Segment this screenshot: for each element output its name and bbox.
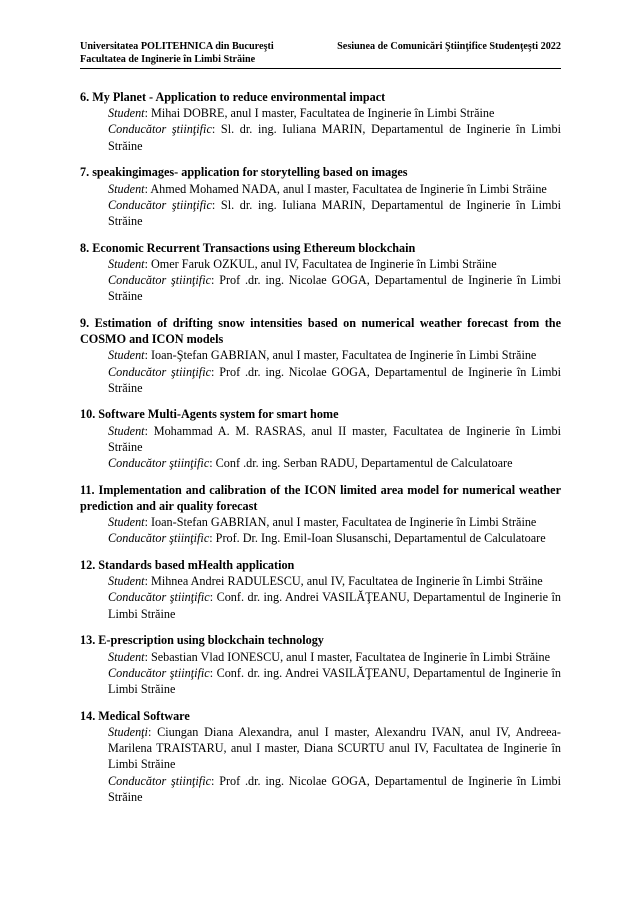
student-text: : Mihnea Andrei RADULESCU, anul IV, Facultatea de Inginerie în Limbi Străine: [144, 574, 543, 589]
advisor-text: : Prof .dr. ing. Nicolae GOGA, Departamentul de Inginerie în Limbi Străine: [108, 273, 561, 304]
advisor-text: : Prof .dr. ing. Nicolae GOGA, Departamentul de Inginerie în Limbi Străine: [108, 364, 561, 395]
list-item: [80, 406, 561, 471]
page-header: [80, 40, 561, 69]
advisor-label: Conducător ştiinţific: [108, 122, 212, 137]
entry-advisor: [80, 530, 561, 546]
advisor-text: : Conf .dr. ing. Serban RADU, Departamentul de Calculatoare: [209, 456, 513, 471]
list-item: [80, 708, 561, 805]
entry-advisor: [80, 197, 561, 229]
list-item: [80, 557, 561, 622]
list-item: [80, 164, 561, 229]
entry-student: [80, 573, 561, 589]
entry-title: 14. Medical Software: [80, 708, 190, 723]
entry-title: 7. speakingimages- application for storytelling based on images: [80, 165, 408, 180]
advisor-label: Conducător ştiinţific: [108, 197, 212, 212]
entry-title: 8. Economic Recurrent Transactions using Ethereum blockchain: [80, 240, 416, 255]
advisor-label: Conducător ştiinţific: [108, 590, 210, 605]
header-university: Universitatea POLITEHNICA din Bucureşti: [80, 41, 274, 52]
student-label: Student: [108, 106, 145, 121]
entry-advisor: [80, 665, 561, 697]
student-text: : Sebastian Vlad IONESCU, anul I master, Facultatea de Inginerie în Limbi Străine: [144, 649, 550, 664]
advisor-label: Conducător ştiinţific: [108, 665, 210, 680]
list-item: [80, 89, 561, 154]
advisor-label: Conducător ştiinţific: [108, 773, 211, 788]
entry-student: [80, 105, 561, 121]
advisor-text: : Prof. Dr. Ing. Emil-Ioan Slusanschi, Departamentul de Calculatoare: [209, 531, 546, 546]
student-label: Student: [108, 515, 145, 530]
advisor-label: Conducător ştiinţific: [108, 531, 210, 546]
student-text: : Ahmed Mohamed NADA, anul I master, Facultatea de Inginerie în Limbi Străine: [144, 181, 547, 196]
entry-student: [80, 724, 561, 773]
student-label: Student: [108, 348, 145, 363]
advisor-text: : Conf. dr. ing. Andrei VASILĂŢEANU, Departamentul de Inginerie în Limbi Străine: [108, 665, 561, 696]
student-text: : Mihai DOBRE, anul I master, Facultatea de Inginerie în Limbi Străine: [144, 106, 495, 121]
entry-student: [80, 347, 561, 363]
entry-title: 9. Estimation of drifting snow intensities based on numerical weather forecast from the COSMO and ICON models: [80, 315, 561, 347]
entry-advisor: [80, 121, 561, 153]
list-item: [80, 632, 561, 697]
header-faculty: Facultatea de Inginerie în Limbi Străine: [80, 54, 256, 65]
entry-advisor: [80, 773, 561, 805]
advisor-label: Conducător ştiinţific: [108, 364, 211, 379]
entry-advisor: [80, 589, 561, 621]
entry-student: [80, 423, 561, 455]
student-label: Student: [108, 181, 145, 196]
advisor-text: : Sl. dr. ing. Iuliana MARIN, Departamentul de Inginerie în Limbi Străine: [108, 197, 561, 228]
entry-student: [80, 649, 561, 665]
entry-advisor: [80, 455, 561, 471]
entries-list: [80, 89, 561, 815]
advisor-label: Conducător ştiinţific: [108, 456, 210, 471]
list-item: [80, 482, 561, 547]
header-institution: [80, 40, 274, 66]
entry-title: 12. Standards based mHealth application: [80, 558, 295, 573]
header-session: Sesiunea de Comunicări Ştiinţifice Studenţeşti 2022: [337, 41, 561, 52]
student-text: : Ioan-Ştefan GABRIAN, anul I master, Facultatea de Inginerie în Limbi Străine: [144, 348, 537, 363]
entry-advisor: [80, 364, 561, 396]
advisor-text: : Conf. dr. ing. Andrei VASILĂŢEANU, Departamentul de Inginerie în Limbi Străine: [108, 590, 561, 621]
advisor-label: Conducător ştiinţific: [108, 273, 211, 288]
student-label: Student: [108, 574, 145, 589]
student-label: Studenţi: [108, 724, 148, 739]
entry-title: 13. E-prescription using blockchain technology: [80, 633, 324, 648]
entry-title: 6. My Planet - Application to reduce environmental impact: [80, 90, 386, 104]
entry-title: 11. Implementation and calibration of the ICON limited area model for numerical weather prediction and air quality forecast: [80, 482, 561, 513]
student-label: Student: [108, 649, 145, 664]
entry-student: [80, 256, 561, 272]
entry-student: [80, 181, 561, 197]
advisor-text: : Sl. dr. ing. Iuliana MARIN, Departamentul de Inginerie în Limbi Străine: [108, 122, 561, 153]
student-text: : Ciungan Diana Alexandra, anul I master, Alexandru IVAN, anul IV, Andreea-Marilena TRAISTARU, anul I master, Diana SCURTU anul IV, Facultatea de Inginerie în Limbi Străine: [108, 724, 561, 772]
list-item: [80, 315, 561, 396]
list-item: [80, 240, 561, 305]
student-text: : Ioan-Stefan GABRIAN, anul I master, Facultatea de Inginerie în Limbi Străine: [144, 515, 537, 530]
entry-title: 10. Software Multi-Agents system for smart home: [80, 407, 339, 422]
advisor-text: : Prof .dr. ing. Nicolae GOGA, Departamentul de Inginerie în Limbi Străine: [108, 773, 561, 804]
student-text: : Mohammad A. M. RASRAS, anul II master, Facultatea de Inginerie în Limbi Străine: [108, 423, 561, 454]
student-text: : Omer Faruk OZKUL, anul IV, Facultatea de Inginerie în Limbi Străine: [144, 256, 497, 271]
student-label: Student: [108, 423, 145, 438]
student-label: Student: [108, 256, 145, 271]
entry-advisor: [80, 272, 561, 304]
entry-student: [80, 514, 561, 530]
